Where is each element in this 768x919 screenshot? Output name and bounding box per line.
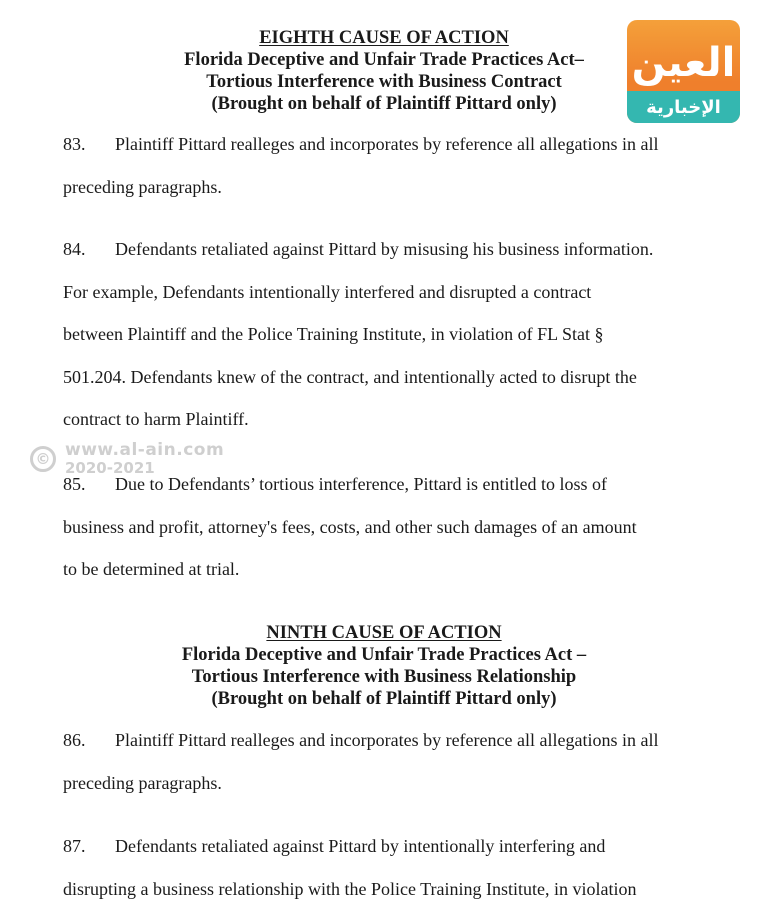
- paragraph-87: [63, 825, 713, 910]
- paragraph-line: Due to Defendants’ tortious interference, Pittard is entitled to loss of: [115, 474, 608, 494]
- paragraph-84: [63, 228, 713, 441]
- section-title: EIGHTH CAUSE OF ACTION: [259, 28, 509, 48]
- section-subtitle-line: Florida Deceptive and Unfair Trade Practices Act–: [184, 50, 584, 70]
- paragraph-number: 87.: [63, 836, 86, 856]
- paragraph-line: Defendants retaliated against Pittard by misusing his business information.: [115, 239, 654, 259]
- paragraph-line: disrupting a business relationship with the Police Training Institute, in violation: [63, 878, 637, 899]
- paragraph-83: [63, 123, 713, 208]
- paragraph-line: business and profit, attorney's fees, costs, and other such damages of an amount: [63, 516, 637, 537]
- section-subtitle-line: Tortious Interference with Business Contract: [206, 72, 562, 92]
- logo-sub-text: الإخبارية: [646, 97, 721, 118]
- paragraph-number: 85.: [63, 474, 86, 494]
- paragraph-number: 84.: [63, 239, 86, 259]
- section-subtitle-line: Tortious Interference with Business Relationship: [191, 667, 577, 687]
- section-subtitle-line: Florida Deceptive and Unfair Trade Practices Act –: [181, 645, 587, 665]
- paragraph-line: preceding paragraphs.: [63, 772, 222, 793]
- section-subtitle-line: (Brought on behalf of Plaintiff Pittard only): [211, 94, 557, 114]
- section-subtitle-line: (Brought on behalf of Plaintiff Pittard only): [211, 689, 557, 709]
- paragraph-line: contract to harm Plaintiff.: [63, 409, 249, 429]
- section-heading-ninth: [0, 622, 768, 710]
- paragraph-line: to be determined at trial.: [63, 559, 240, 579]
- paragraph-85: [63, 463, 713, 591]
- al-ain-logo: [627, 20, 740, 123]
- paragraph-number: 83.: [63, 134, 86, 154]
- paragraph-line: between Plaintiff and the Police Training Institute, in violation of FL Stat §: [63, 324, 604, 344]
- paragraph-line: Defendants retaliated against Pittard by intentionally interfering and: [115, 836, 606, 856]
- paragraph-line: For example, Defendants intentionally interfered and disrupted a contract: [63, 281, 592, 302]
- watermark-years: 2020-2021: [65, 459, 155, 477]
- watermark-url: www.al-ain.com: [65, 440, 225, 460]
- paragraph-line: Plaintiff Pittard realleges and incorporates by reference all allegations in all: [115, 134, 659, 154]
- paragraph-line: 501.204. Defendants knew of the contract, and intentionally acted to disrupt the: [63, 366, 637, 387]
- paragraph-86: [63, 719, 713, 804]
- paragraph-line: Plaintiff Pittard realleges and incorporates by reference all allegations in all: [115, 730, 659, 750]
- copyright-icon: ©: [30, 446, 56, 472]
- paragraph-line: preceding paragraphs.: [63, 176, 222, 197]
- paragraph-number: 86.: [63, 730, 86, 750]
- logo-main-text: العين: [631, 40, 736, 86]
- section-title: NINTH CAUSE OF ACTION: [266, 623, 502, 643]
